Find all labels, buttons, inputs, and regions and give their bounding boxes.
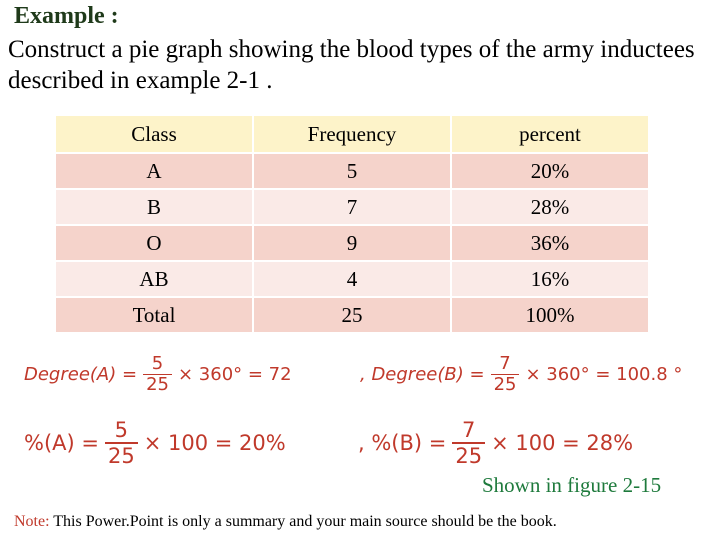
table-header-row <box>55 115 649 153</box>
cell-percent: 20% <box>451 153 649 189</box>
cell-class: A <box>55 153 253 189</box>
cell-frequency: 4 <box>253 261 451 297</box>
fraction-denominator: 25 <box>452 442 485 468</box>
formula-lhs: %(A) = <box>24 431 99 455</box>
fraction-numerator: 5 <box>114 418 129 442</box>
slide-title: Example : <box>14 3 119 29</box>
fraction-numerator: 7 <box>499 353 511 374</box>
table-row <box>55 261 649 297</box>
cell-frequency: 5 <box>253 153 451 189</box>
fraction-denominator: 25 <box>491 374 520 395</box>
formula-percent-a <box>24 418 286 468</box>
formula-rhs: × 100 = 28% <box>491 431 634 455</box>
fraction-denominator: 25 <box>143 374 172 395</box>
formula-lhs: , %(B) = <box>358 431 447 455</box>
formula-lhs: , Degree(B) = <box>360 364 485 385</box>
table-row <box>55 189 649 225</box>
table-row-total <box>55 297 649 333</box>
header-frequency: Frequency <box>253 115 451 153</box>
cell-frequency: 25 <box>253 297 451 333</box>
cell-percent: 100% <box>451 297 649 333</box>
intro-text: Construct a pie graph showing the blood types of the army inductees described in example 2-1 . <box>8 36 695 94</box>
formula-degree-b <box>360 354 682 395</box>
formula-rhs: × 360° = 72 <box>177 364 292 385</box>
fraction <box>143 354 172 395</box>
fraction <box>452 418 485 468</box>
formula-rhs: × 100 = 20% <box>143 431 286 455</box>
note-label: Note: <box>14 513 50 530</box>
formula-rhs: × 360° = 100.8 ° <box>525 364 683 385</box>
note-text: This Power.Point is only a summary and your main source should be the book. <box>49 513 557 530</box>
header-class: Class <box>55 115 253 153</box>
cell-percent: 36% <box>451 225 649 261</box>
table-row <box>55 153 649 189</box>
cell-frequency: 9 <box>253 225 451 261</box>
cell-percent: 28% <box>451 189 649 225</box>
fraction-numerator: 7 <box>462 418 476 442</box>
formula-lhs: Degree(A) = <box>24 364 138 385</box>
formula-percent-b <box>358 418 633 468</box>
table-row <box>55 225 649 261</box>
fraction <box>491 354 520 395</box>
cell-frequency: 7 <box>253 189 451 225</box>
footer-note <box>14 513 557 531</box>
cell-percent: 16% <box>451 261 649 297</box>
cell-class: B <box>55 189 253 225</box>
fraction <box>105 418 138 468</box>
formula-degree-a <box>24 354 292 395</box>
blood-type-table <box>54 114 650 334</box>
figure-reference: Shown in figure 2-15 <box>482 473 662 497</box>
header-percent: percent <box>451 115 649 153</box>
cell-class: O <box>55 225 253 261</box>
fraction-denominator: 25 <box>105 442 138 468</box>
cell-class: Total <box>55 297 253 333</box>
fraction-numerator: 5 <box>151 353 164 374</box>
cell-class: AB <box>55 261 253 297</box>
